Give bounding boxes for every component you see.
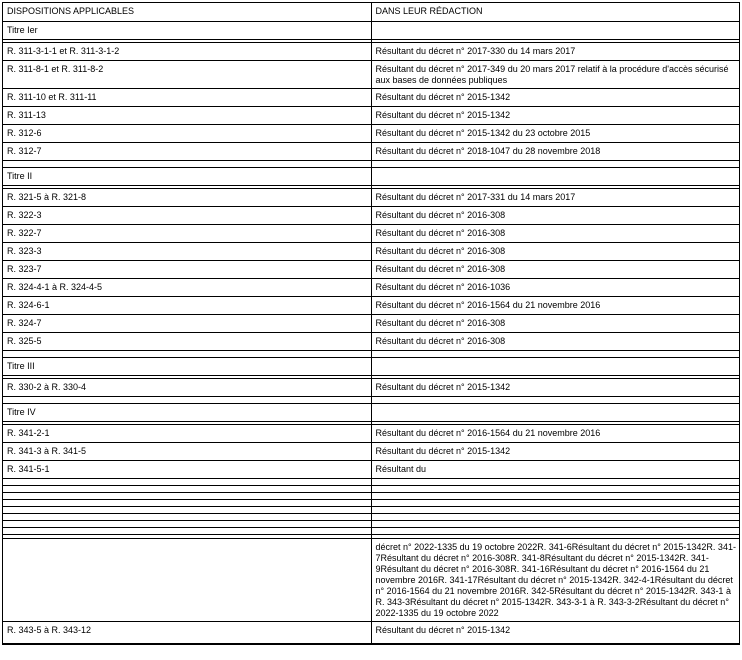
disposition-cell: Titre Ier bbox=[3, 22, 372, 40]
disposition-cell: R. 324-7 bbox=[3, 315, 372, 333]
redaction-cell bbox=[371, 397, 740, 404]
table-row bbox=[3, 379, 740, 397]
table-row bbox=[3, 207, 740, 225]
disposition-cell: R. 312-6 bbox=[3, 125, 372, 143]
disposition-cell: R. 324-6-1 bbox=[3, 297, 372, 315]
redaction-cell: Résultant du décret n° 2016-308 bbox=[371, 243, 740, 261]
disposition-cell: R. 312-7 bbox=[3, 143, 372, 161]
spacer-row bbox=[3, 397, 740, 404]
dispositions-table bbox=[2, 2, 740, 645]
redaction-cell: Résultant du décret n° 2016-1564 du 21 novembre 2016 bbox=[371, 425, 740, 443]
table-row bbox=[3, 43, 740, 61]
table-row bbox=[3, 107, 740, 125]
redaction-cell bbox=[371, 351, 740, 358]
table-row bbox=[3, 279, 740, 297]
redaction-cell: Résultant du décret n° 2016-308 bbox=[371, 333, 740, 351]
column-header-dispositions-applicables: DISPOSITIONS APPLICABLES bbox=[3, 3, 372, 22]
table-body bbox=[3, 22, 740, 645]
table-row bbox=[3, 443, 740, 461]
table-row bbox=[3, 143, 740, 161]
redaction-cell bbox=[371, 507, 740, 514]
disposition-cell bbox=[3, 507, 372, 514]
redaction-cell bbox=[371, 358, 740, 376]
disposition-cell: R. 322-7 bbox=[3, 225, 372, 243]
section-title-row bbox=[3, 404, 740, 422]
redaction-cell: Résultant du décret n° 2016-308 bbox=[371, 207, 740, 225]
section-title-row bbox=[3, 168, 740, 186]
disposition-cell: R. 341-2-1 bbox=[3, 425, 372, 443]
disposition-cell: Titre IV bbox=[3, 404, 372, 422]
table-row bbox=[3, 297, 740, 315]
section-title-row bbox=[3, 22, 740, 40]
table-row bbox=[3, 261, 740, 279]
disposition-cell: R. 311-13 bbox=[3, 107, 372, 125]
disposition-cell: R. 311-3-1-1 et R. 311-3-1-2 bbox=[3, 43, 372, 61]
spacer-row bbox=[3, 486, 740, 493]
redaction-cell: Résultant du décret n° 2017-331 du 14 mars 2017 bbox=[371, 189, 740, 207]
table-row bbox=[3, 125, 740, 143]
redaction-cell bbox=[371, 168, 740, 186]
spacer-row bbox=[3, 528, 740, 535]
disposition-cell bbox=[3, 351, 372, 358]
redaction-cell bbox=[371, 521, 740, 528]
redaction-cell: Résultant du décret n° 2017-349 du 20 mars 2017 relatif à la procédure d'accès sécurisé aux bases de données publiques bbox=[371, 61, 740, 89]
redaction-cell: Résultant du décret n° 2015-1342 bbox=[371, 443, 740, 461]
redaction-cell bbox=[371, 486, 740, 493]
table-row bbox=[3, 425, 740, 443]
disposition-cell bbox=[3, 161, 372, 168]
disposition-cell bbox=[3, 397, 372, 404]
redaction-cell: Résultant du décret n° 2015-1342 bbox=[371, 622, 740, 645]
redaction-cell: Résultant du décret n° 2015-1342 bbox=[371, 379, 740, 397]
disposition-cell bbox=[3, 493, 372, 500]
redaction-cell bbox=[371, 500, 740, 507]
redaction-cell bbox=[371, 514, 740, 521]
redaction-cell: Résultant du bbox=[371, 461, 740, 479]
disposition-cell bbox=[3, 521, 372, 528]
disposition-cell: R. 311-10 et R. 311-11 bbox=[3, 89, 372, 107]
redaction-cell: Résultant du décret n° 2016-308 bbox=[371, 261, 740, 279]
redaction-cell: Résultant du décret n° 2017-330 du 14 mars 2017 bbox=[371, 43, 740, 61]
spacer-row bbox=[3, 493, 740, 500]
disposition-cell: Titre II bbox=[3, 168, 372, 186]
disposition-cell: Titre III bbox=[3, 358, 372, 376]
redaction-cell: décret n° 2022-1335 du 19 octobre 2022R. 341-6Résultant du décret n° 2015-1342R. 341-7Résultant du décret n° 2016-308R. 341-8Résultant du décret n° 2015-1342R. 341-9Résultant du décret n° 2016-308R. 341-16Résultant du décret n° 2016-1564 du 21 novembre 2016R. 341-17Résultant du décret n° 2015-1342R. 342-4-1Résultant du décret n° 2016-1564 du 21 novembre 2016R. 342-5Résultant du décret n° 2015-1342R. 343-1 à R. 343-3Résultant du décret n° 2015-1342R. 343-3-1 à R. 343-3-2Résultant du décret n° 2022-1335 du 19 octobre 2022 bbox=[371, 539, 740, 622]
table-row bbox=[3, 622, 740, 645]
redaction-cell bbox=[371, 404, 740, 422]
redaction-cell: Résultant du décret n° 2018-1047 du 28 novembre 2018 bbox=[371, 143, 740, 161]
redaction-cell bbox=[371, 479, 740, 486]
disposition-cell: R. 341-5-1 bbox=[3, 461, 372, 479]
disposition-cell bbox=[3, 528, 372, 535]
column-header-dans-leur-redaction: DANS LEUR RÉDACTION bbox=[371, 3, 740, 22]
spacer-row bbox=[3, 507, 740, 514]
table-row bbox=[3, 243, 740, 261]
redaction-cell: Résultant du décret n° 2016-1036 bbox=[371, 279, 740, 297]
redaction-cell bbox=[371, 161, 740, 168]
spacer-row bbox=[3, 514, 740, 521]
spacer-row bbox=[3, 500, 740, 507]
redaction-cell bbox=[371, 528, 740, 535]
spacer-row bbox=[3, 351, 740, 358]
table-row bbox=[3, 461, 740, 479]
redaction-cell bbox=[371, 493, 740, 500]
section-title-row bbox=[3, 358, 740, 376]
redaction-cell: Résultant du décret n° 2016-308 bbox=[371, 225, 740, 243]
redaction-cell: Résultant du décret n° 2015-1342 du 23 octobre 2015 bbox=[371, 125, 740, 143]
disposition-cell: R. 323-7 bbox=[3, 261, 372, 279]
disposition-cell bbox=[3, 486, 372, 493]
spacer-row bbox=[3, 521, 740, 528]
redaction-cell: Résultant du décret n° 2015-1342 bbox=[371, 89, 740, 107]
table-row bbox=[3, 189, 740, 207]
disposition-cell bbox=[3, 500, 372, 507]
header-row bbox=[3, 3, 740, 22]
disposition-cell: R. 322-3 bbox=[3, 207, 372, 225]
disposition-cell: R. 343-5 à R. 343-12 bbox=[3, 622, 372, 645]
spacer-row bbox=[3, 479, 740, 486]
table-row bbox=[3, 225, 740, 243]
disposition-cell: R. 341-3 à R. 341-5 bbox=[3, 443, 372, 461]
disposition-cell bbox=[3, 479, 372, 486]
disposition-cell: R. 330-2 à R. 330-4 bbox=[3, 379, 372, 397]
continuation-row bbox=[3, 539, 740, 622]
disposition-cell: R. 325-5 bbox=[3, 333, 372, 351]
disposition-cell: R. 324-4-1 à R. 324-4-5 bbox=[3, 279, 372, 297]
disposition-cell: R. 323-3 bbox=[3, 243, 372, 261]
disposition-cell bbox=[3, 514, 372, 521]
disposition-cell bbox=[3, 539, 372, 622]
redaction-cell bbox=[371, 22, 740, 40]
spacer-row bbox=[3, 161, 740, 168]
redaction-cell: Résultant du décret n° 2015-1342 bbox=[371, 107, 740, 125]
redaction-cell: Résultant du décret n° 2016-1564 du 21 novembre 2016 bbox=[371, 297, 740, 315]
table-row bbox=[3, 89, 740, 107]
table-row bbox=[3, 315, 740, 333]
table-row bbox=[3, 333, 740, 351]
disposition-cell: R. 311-8-1 et R. 311-8-2 bbox=[3, 61, 372, 89]
disposition-cell: R. 321-5 à R. 321-8 bbox=[3, 189, 372, 207]
redaction-cell: Résultant du décret n° 2016-308 bbox=[371, 315, 740, 333]
table-row bbox=[3, 61, 740, 89]
